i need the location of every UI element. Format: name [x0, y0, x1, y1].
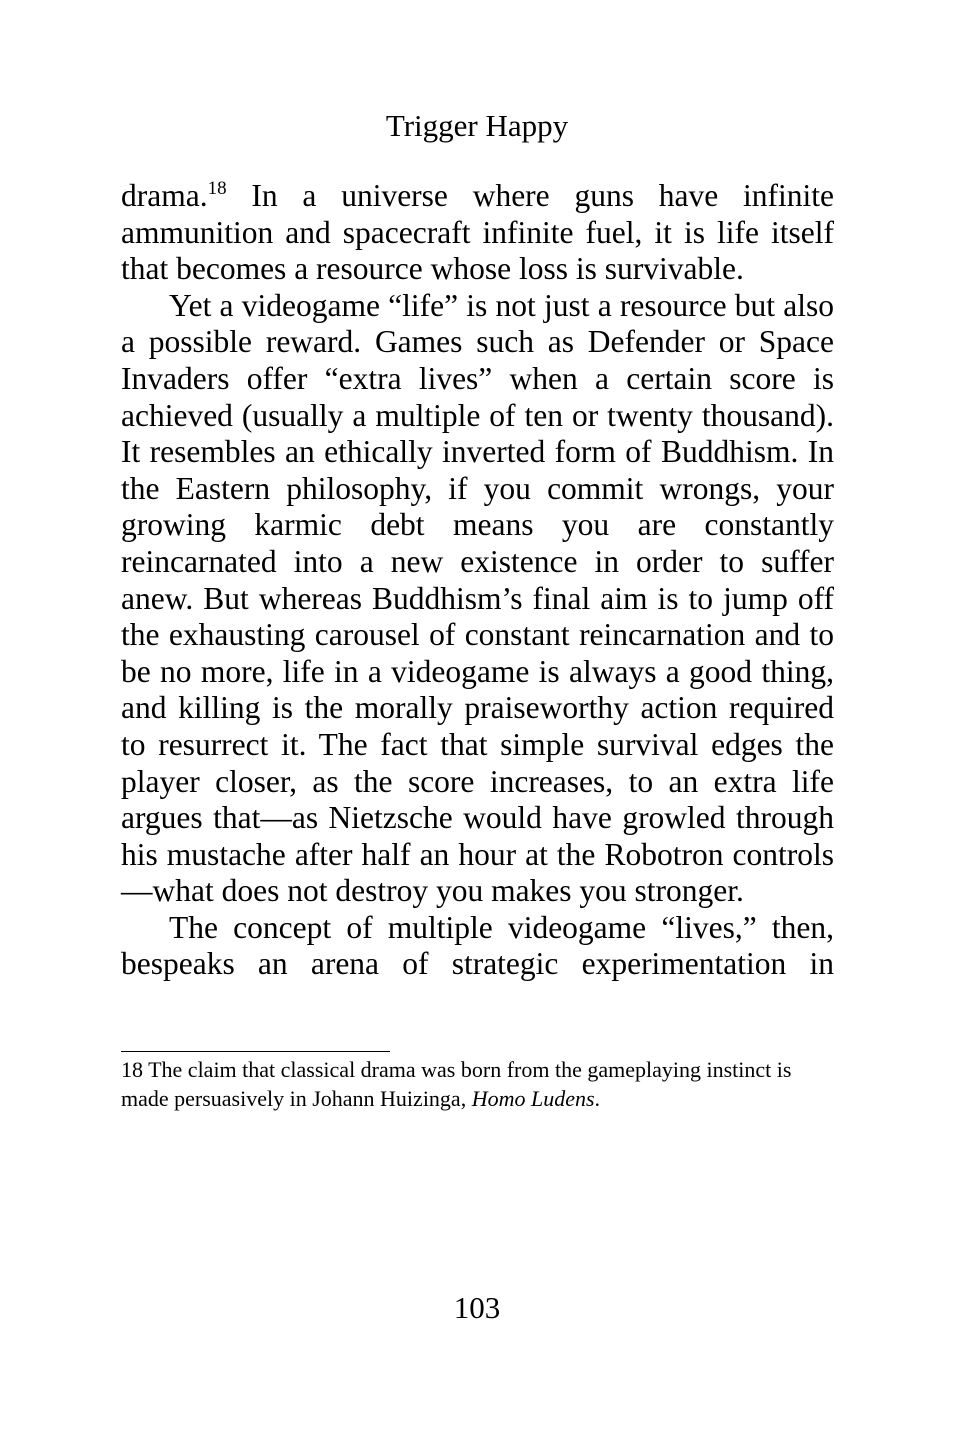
footnote [121, 1055, 834, 1113]
paragraph-1-lead: drama. [121, 178, 208, 213]
page-number: 103 [453, 1290, 501, 1325]
footnote-end: . [594, 1086, 601, 1111]
paragraph-3: The concept of multiple videogame “lives,” then, bespeaks an arena of strategic experimentation in [121, 909, 834, 982]
paragraph-1 [121, 178, 834, 288]
paragraph-1-text: In a universe where guns have infinite ammunition and spacecraft infinite fuel, it is life itself that becomes a resource whose loss is survivable. [121, 178, 834, 287]
paragraph-2: Yet a videogame “life” is not just a resource but also a possible reward. Games such as Defender or Space Invaders offer “extra lives” when a certain score is achieved (usually a multiple of ten or twenty thousand). It resembles an ethically inverted form of Buddhism. In the Eastern philosophy, if you commit wrongs, your growing karmic debt means you are constantly reincarnated into a new existence in order to suffer anew. But whereas Buddhism’s final aim is to jump off the exhausting carousel of constant reincarnation and to be no more, life in a videogame is always a good thing, and killing is the morally praiseworthy action required to resurrect it. The fact that simple survival edges the player closer, as the score increases, to an extra life argues that—as Nietzsche would have growled through his mustache after half an hour at the Robotron controls—what does not destroy you makes you stronger. [121, 287, 834, 909]
footnote-book-title: Homo Ludens [471, 1086, 595, 1111]
running-head: Trigger Happy [385, 108, 569, 143]
footnote-divider [121, 1051, 390, 1052]
footnote-reference: 18 [207, 178, 227, 199]
body-text [121, 178, 834, 983]
footnote-text: The claim that classical drama was born from the gameplaying instinct is made persuasively in Johann Huizinga, [121, 1057, 792, 1111]
footnote-number: 18 [121, 1057, 143, 1082]
footnote-18 [121, 1055, 834, 1113]
